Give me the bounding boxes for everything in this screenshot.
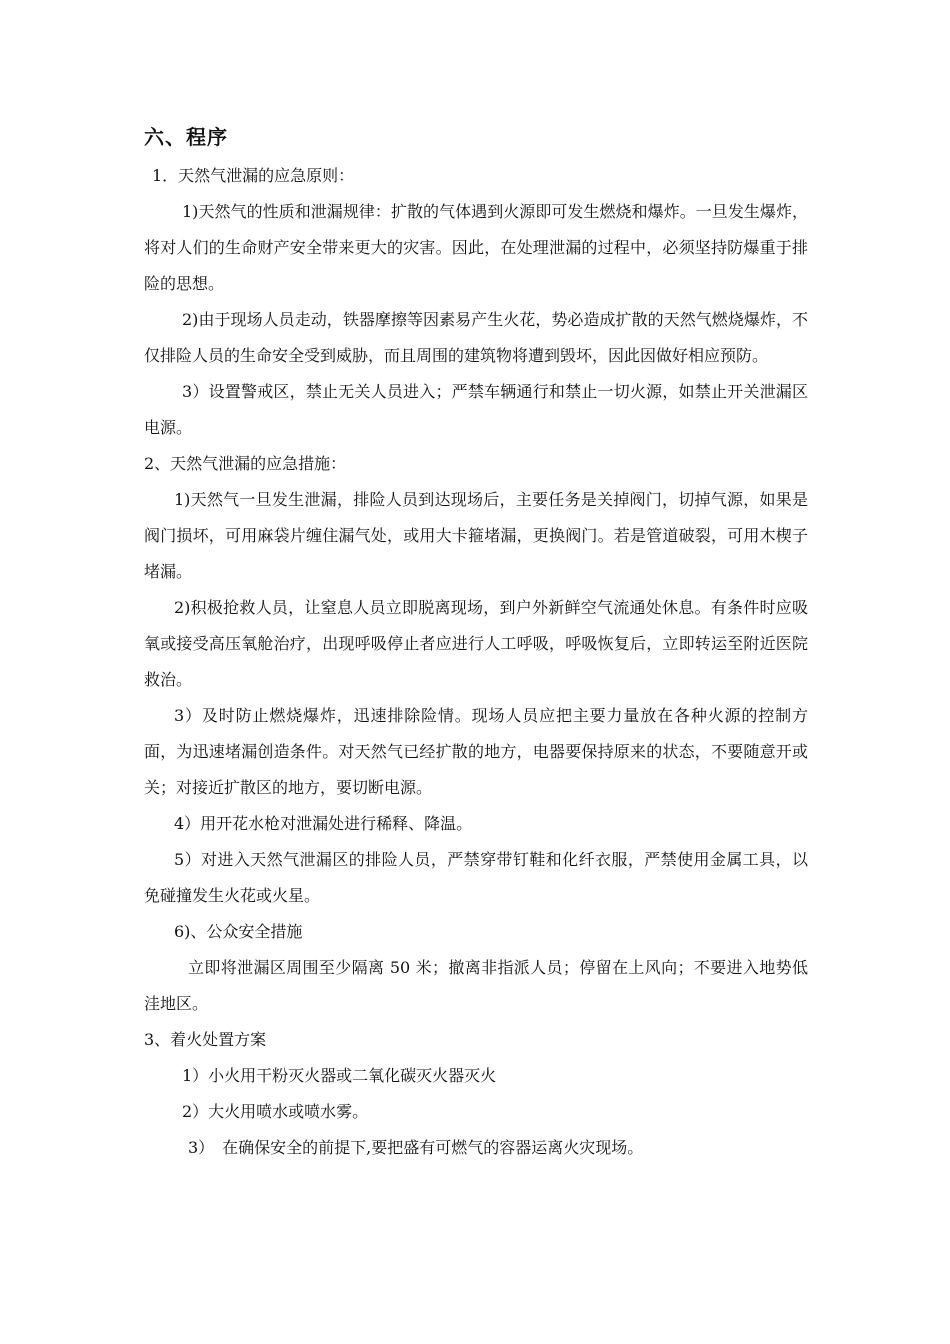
subsection-title-principles: 1．天然气泄漏的应急原则： bbox=[152, 166, 355, 185]
paragraph: 3）设置警戒区，禁止无关人员进入；严禁车辆通行和禁止一切火源，如禁止开关泄漏区电源。 bbox=[144, 382, 808, 437]
paragraph: 6)、公众安全措施 bbox=[174, 922, 303, 941]
section-heading: 六、程序 bbox=[144, 125, 228, 149]
subsection-title-measures: 2、天然气泄漏的应急措施： bbox=[144, 454, 347, 473]
list-item: 1）小火用干粉灭火器或二氧化碳灭火器灭火 bbox=[182, 1066, 497, 1085]
document-body bbox=[144, 118, 808, 1166]
list-item: 2）大火用喷水或喷水雾。 bbox=[182, 1102, 369, 1121]
paragraph: 3）及时防止燃烧爆炸，迅速排除险情。现场人员应把主要力量放在各种火源的控制方面，为迅速堵漏创造条件。对天然气已经扩散的地方，电器要保持原来的状态，不要随意开或关；对接近扩散区的地方，要切断电源。 bbox=[144, 706, 808, 797]
subsection-title-fire: 3、着火处置方案 bbox=[144, 1030, 267, 1049]
paragraph: 2)积极抢救人员，让窒息人员立即脱离现场，到户外新鲜空气流通处休息。有条件时应吸氧或接受高压氧舱治疗，出现呼吸停止者应进行人工呼吸，呼吸恢复后，立即转运至附近医院救治。 bbox=[144, 598, 808, 689]
list-item: 3） 在确保安全的前提下,要把盛有可燃气的容器运离火灾现场。 bbox=[188, 1138, 644, 1157]
paragraph: 1)天然气一旦发生泄漏，排险人员到达现场后，主要任务是关掉阀门，切掉气源，如果是阀门损坏，可用麻袋片缠住漏气处，或用大卡箍堵漏，更换阀门。若是管道破裂，可用木楔子堵漏。 bbox=[144, 490, 808, 581]
paragraph: 4）用开花水枪对泄漏处进行稀释、降温。 bbox=[174, 814, 473, 833]
paragraph: 立即将泄漏区周围至少隔离 50 米；撤离非指派人员；停留在上风向；不要进入地势低洼地区。 bbox=[144, 958, 808, 1013]
paragraph: 1)天然气的性质和泄漏规律：扩散的气体遇到火源即可发生燃烧和爆炸。一旦发生爆炸，将对人们的生命财产安全带来更大的灾害。因此，在处理泄漏的过程中，必须坚持防爆重于排险的思想。 bbox=[144, 202, 808, 293]
paragraph: 2)由于现场人员走动，铁器摩擦等因素易产生火花，势必造成扩散的天然气燃烧爆炸，不仅排险人员的生命安全受到威胁，而且周围的建筑物将遭到毁坏，因此因做好相应预防。 bbox=[144, 310, 808, 365]
paragraph: 5）对进入天然气泄漏区的排险人员，严禁穿带钉鞋和化纤衣服，严禁使用金属工具，以免碰撞发生火花或火星。 bbox=[144, 850, 808, 905]
